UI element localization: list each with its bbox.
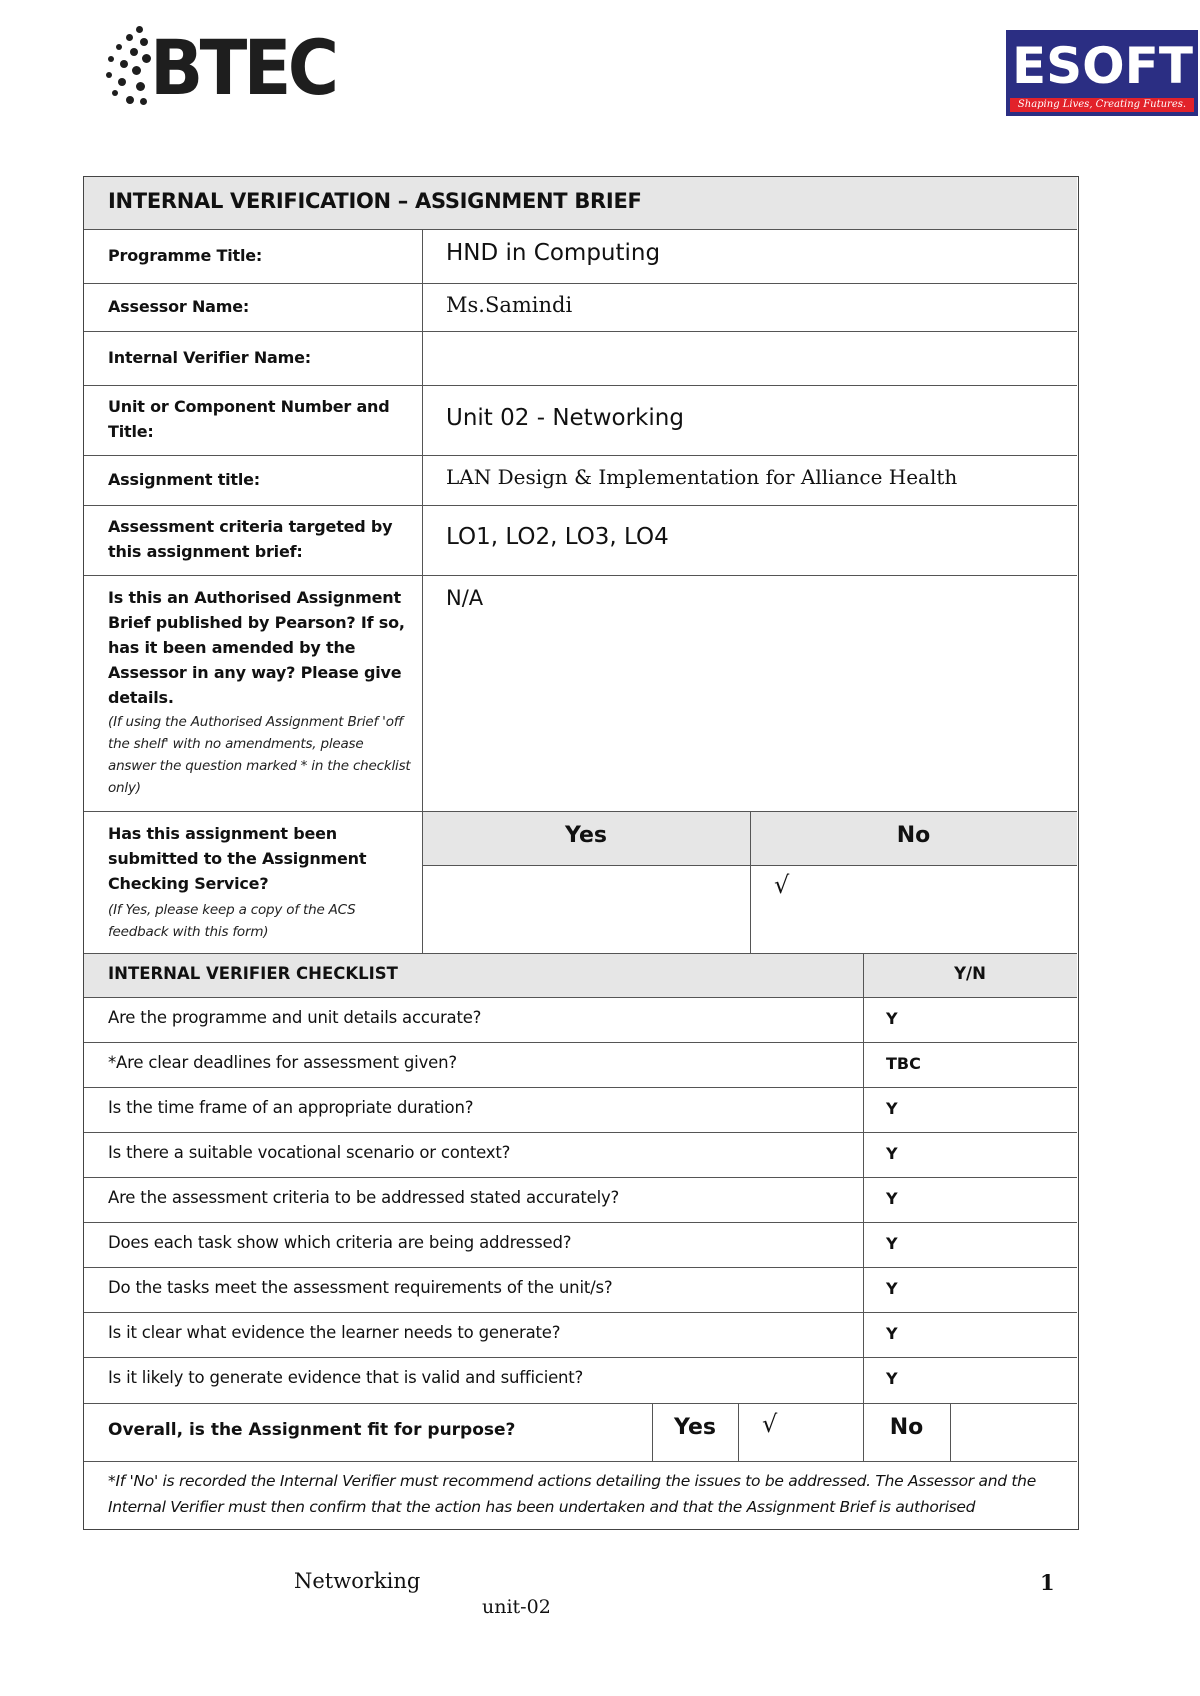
checklist-answer[interactable]: Y <box>886 1099 898 1118</box>
assignment-label: Assignment title: <box>108 470 261 489</box>
authorised-value: N/A <box>446 586 484 610</box>
footer-title: Networking <box>294 1569 421 1593</box>
checklist-question: Is the time frame of an appropriate duration? <box>108 1098 474 1117</box>
checklist-question: Do the tasks meet the assessment requirements of the unit/s? <box>108 1278 613 1297</box>
overall-no-label: No <box>889 1415 924 1440</box>
checklist-question: Is it likely to generate evidence that is valid and sufficient? <box>108 1368 584 1387</box>
criteria-value: LO1, LO2, LO3, LO4 <box>446 524 669 550</box>
unit-value: Unit 02 - Networking <box>446 405 684 431</box>
overall-yes-label: Yes <box>674 1415 716 1440</box>
checklist-answer[interactable]: Y <box>886 1009 898 1028</box>
checklist-answer[interactable]: Y <box>886 1144 898 1163</box>
verifier-label: Internal Verifier Name: <box>108 348 311 367</box>
assessor-value: Ms.Samindi <box>446 293 573 317</box>
checklist-answer[interactable]: Y <box>886 1369 898 1388</box>
checklist-question: *Are clear deadlines for assessment given? <box>108 1053 457 1072</box>
overall-yes-checkmark[interactable]: √ <box>762 1410 778 1438</box>
acs-no-checkmark[interactable]: √ <box>774 871 790 899</box>
criteria-label: Assessment criteria targeted by this assignment brief: <box>108 517 393 561</box>
btec-logo <box>106 23 356 116</box>
checklist-answer[interactable]: Y <box>886 1324 898 1343</box>
btec-dots-icon <box>106 26 154 106</box>
footer-unit: unit-02 <box>482 1596 551 1618</box>
authorised-note: (If using the Authorised Assignment Brief 'off the shelf' with no amendments, please answer the question marked * in the checklist only) <box>108 714 411 796</box>
page-number: 1 <box>1040 1570 1055 1595</box>
esoft-wordmark: ESOFT <box>1012 37 1193 95</box>
esoft-logo <box>1006 30 1198 116</box>
acs-label: Has this assignment been submitted to the Assignment Checking Service? <box>108 824 367 893</box>
footnote: *If 'No' is recorded the Internal Verifier must recommend actions detailing the issues to be addressed. The Assessor and the Internal Verifier must then confirm that the action has been undertaken and that the Assignment Brief is authorised <box>108 1472 1036 1516</box>
assignment-value: LAN Design & Implementation for Alliance Health <box>446 465 958 489</box>
verification-form <box>83 176 1079 1530</box>
checklist-answer[interactable]: TBC <box>886 1054 921 1073</box>
checklist-header: INTERNAL VERIFIER CHECKLIST <box>108 964 398 983</box>
btec-wordmark: BTEC <box>150 23 336 112</box>
checklist-answer[interactable]: Y <box>886 1189 898 1208</box>
checklist-question: Are the assessment criteria to be addressed stated accurately? <box>108 1188 620 1207</box>
acs-note: (If Yes, please keep a copy of the ACS feedback with this form) <box>108 902 356 940</box>
acs-yes-header: Yes <box>565 823 607 848</box>
overall-label: Overall, is the Assignment fit for purpose? <box>108 1420 516 1440</box>
authorised-label: Is this an Authorised Assignment Brief published by Pearson? If so, has it been amended by the Assessor in any way? Please give details. <box>108 588 405 707</box>
checklist-question: Is there a suitable vocational scenario or context? <box>108 1143 511 1162</box>
esoft-tagline: Shaping Lives, Creating Futures. <box>1010 98 1194 112</box>
checklist-answer[interactable]: Y <box>886 1279 898 1298</box>
checklist-yn-header: Y/N <box>954 964 986 983</box>
programme-value: HND in Computing <box>446 240 661 266</box>
unit-label: Unit or Component Number and Title: <box>108 397 390 441</box>
checklist-question: Does each task show which criteria are being addressed? <box>108 1233 572 1252</box>
checklist-answer[interactable]: Y <box>886 1234 898 1253</box>
programme-label: Programme Title: <box>108 246 263 265</box>
assessor-label: Assessor Name: <box>108 297 250 316</box>
checklist-question: Is it clear what evidence the learner needs to generate? <box>108 1323 561 1342</box>
form-title: INTERNAL VERIFICATION – ASSIGNMENT BRIEF <box>108 189 642 213</box>
checklist-question: Are the programme and unit details accurate? <box>108 1008 482 1027</box>
acs-no-header: No <box>896 823 931 848</box>
